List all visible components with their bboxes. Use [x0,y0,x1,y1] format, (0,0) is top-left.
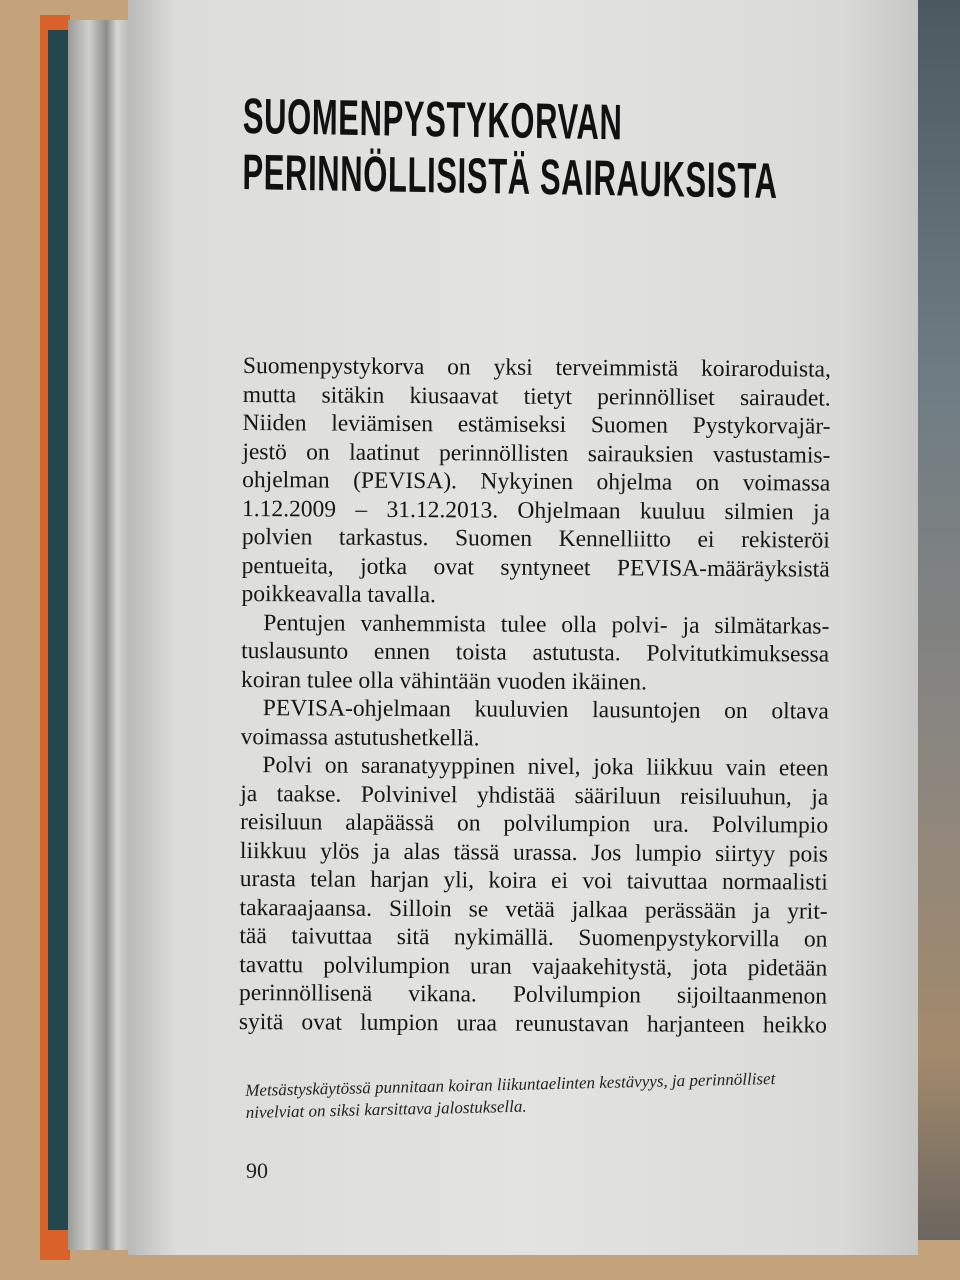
body-line: Suomenpystykorva on yksi terveimmistä koiraroduista, [242,352,831,383]
body-line: takaraajaansa. Silloin se vetää jalkaa perässään ja yrit- [239,894,828,925]
chapter-title-line-2: PERINNÖLLISISTÄ SAIRAUKSISTA [242,143,778,210]
body-line: perinnöllisenä vikana. Polvilumpion sijoiltaanmenon [239,979,828,1010]
body-text [239,352,831,1040]
body-line: polvien tarkastus. Suomen Kennelliitto ei rekisteröi [241,523,830,554]
body-line: syitä ovat lumpion uraa reunustavan harjanteen heikko [238,1008,827,1039]
body-line: mutta sitäkin kiusaavat tietyt perinnölliset sairaudet. [242,381,831,412]
body-line: tavattu polvilumpion uran vajaakehitystä, jota pidetään [239,951,828,982]
body-line: tuslausunto ennen toista astutusta. Polvitutkimuksessa [241,637,830,668]
body-line: jestö on laatinut perinnöllisten sairauksien vastustamis- [242,438,831,469]
caption-line-1: Metsästyskäytössä punnitaan koiran liikuntaelinten kestävyys, ja perinnölliset [245,1068,776,1100]
page-number: 90 [246,1158,268,1183]
body-line: Niiden leviämisen estämiseksi Suomen Pystykorvajär- [242,409,831,440]
body-line: koiran tulee olla vähintään vuoden ikäinen. [240,666,647,695]
body-line: ohjelman (PEVISA). Nykyinen ohjelma on voimassa [242,466,831,497]
chapter-title-line-1: SUOMENPYSTYKORVAN [242,88,623,151]
body-line: pentueita, jotka ovat syntyneet PEVISA-määräyksistä [241,552,830,583]
body-line: voimassa astutushetkellä. [240,723,480,751]
body-line: liikkuu ylös ja alas tässä urassa. Jos lumpio siirtyy pois [239,837,829,868]
body-line: ja taakse. Polvinivel yhdistää sääriluun reisiluuhun, ja [240,780,829,811]
chapter-title [242,88,778,209]
body-line: urasta telan harjan yli, koira ei voi taivuttaa normaalisti [239,865,828,896]
body-line: reisiluun alapäässä on polvilumpion ura. Polvilumpio [240,808,829,839]
body-line: Polvi on saranatyyppinen nivel, joka liikkuu vain eteen [262,752,829,782]
body-line: tää taivuttaa sitä nykimällä. Suomenpystykorvilla on [239,922,828,953]
body-line: PEVISA-ohjelmaan kuuluvien lausuntojen on oltava [262,695,829,725]
body-line: 1.12.2009 – 31.12.2013. Ohjelmaan kuuluu silmien ja [241,495,831,526]
book-cover-edge [48,30,70,1230]
body-line: Pentujen vanhemmista tulee olla polvi- ja silmätarkas- [263,609,830,640]
caption-line-2: nivelviat on siksi karsittava jalostuksella. [245,1096,527,1122]
body-line: poikkeavalla tavalla. [241,580,437,609]
